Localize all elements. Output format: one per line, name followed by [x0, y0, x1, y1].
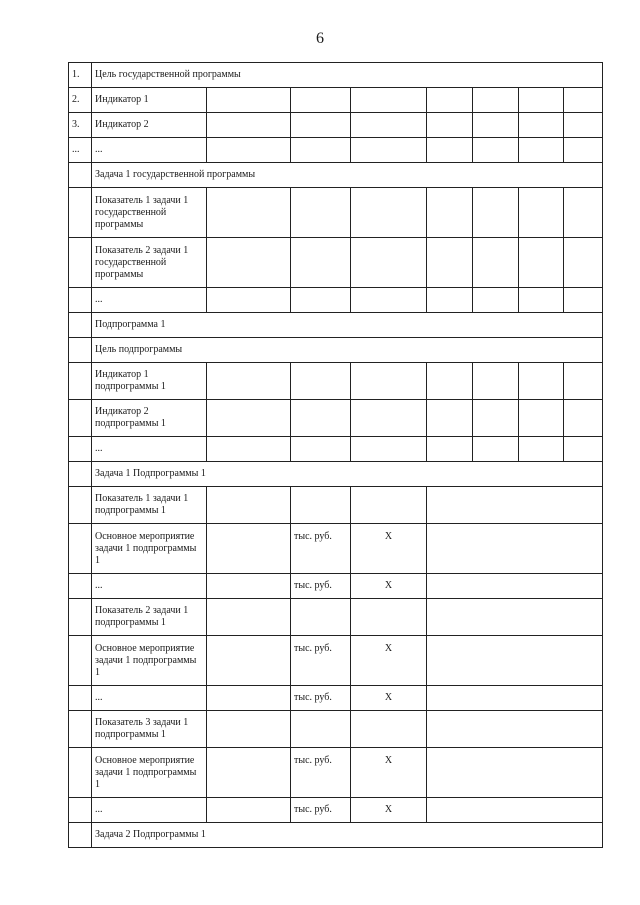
mark-cell	[351, 238, 427, 288]
indicator-name-cell: ...	[92, 288, 207, 313]
table-row	[69, 524, 603, 574]
unit-cell: тыс. руб.	[291, 748, 351, 798]
value-cell	[473, 113, 519, 138]
indicator-name-cell: ...	[92, 574, 207, 599]
table-row	[69, 574, 603, 599]
mark-cell	[351, 400, 427, 437]
mark-cell: X	[351, 524, 427, 574]
empty-cell	[207, 487, 291, 524]
row-number-cell	[69, 487, 92, 524]
indicator-name-cell: Показатель 1 задачи 1 государственной программы	[92, 188, 207, 238]
value-cell	[519, 188, 564, 238]
indicator-name-cell: Индикатор 2	[92, 113, 207, 138]
table-row	[69, 288, 603, 313]
value-cell	[427, 711, 603, 748]
indicator-name-cell: Индикатор 1 подпрограммы 1	[92, 363, 207, 400]
mark-cell: X	[351, 574, 427, 599]
mark-cell: X	[351, 636, 427, 686]
value-cell	[519, 238, 564, 288]
indicator-name-cell: Индикатор 1	[92, 88, 207, 113]
value-cell	[564, 113, 603, 138]
empty-cell	[207, 400, 291, 437]
table-row	[69, 338, 603, 363]
empty-cell	[207, 437, 291, 462]
value-cell	[427, 686, 603, 711]
row-number-cell	[69, 313, 92, 338]
value-cell	[564, 238, 603, 288]
empty-cell	[207, 188, 291, 238]
unit-cell	[291, 188, 351, 238]
row-number-cell	[69, 524, 92, 574]
value-cell	[427, 400, 473, 437]
value-cell	[427, 288, 473, 313]
value-cell	[564, 88, 603, 113]
value-cell	[427, 599, 603, 636]
table-row	[69, 163, 603, 188]
indicator-name-cell: Основное мероприятие задачи 1 подпрограммы 1	[92, 748, 207, 798]
row-number-cell	[69, 400, 92, 437]
table-row	[69, 63, 603, 88]
row-number-cell: 1.	[69, 63, 92, 88]
value-cell	[519, 88, 564, 113]
value-cell	[564, 288, 603, 313]
row-number-cell: ...	[69, 138, 92, 163]
value-cell	[564, 188, 603, 238]
table-row	[69, 138, 603, 163]
row-number-cell	[69, 823, 92, 848]
table-row	[69, 313, 603, 338]
unit-cell	[291, 711, 351, 748]
indicator-name-cell: Индикатор 2 подпрограммы 1	[92, 400, 207, 437]
row-number-cell	[69, 338, 92, 363]
unit-cell	[291, 487, 351, 524]
value-cell	[564, 400, 603, 437]
empty-cell	[207, 636, 291, 686]
empty-cell	[207, 363, 291, 400]
row-number-cell	[69, 188, 92, 238]
value-cell	[519, 363, 564, 400]
row-number-cell	[69, 462, 92, 487]
value-cell	[473, 400, 519, 437]
value-cell	[564, 437, 603, 462]
value-cell	[427, 138, 473, 163]
indicator-name-cell: ...	[92, 138, 207, 163]
table-row	[69, 437, 603, 462]
empty-cell	[207, 524, 291, 574]
mark-cell	[351, 88, 427, 113]
table-row	[69, 113, 603, 138]
indicator-name-cell: ...	[92, 798, 207, 823]
value-cell	[427, 748, 603, 798]
mark-cell: X	[351, 748, 427, 798]
row-number-cell	[69, 574, 92, 599]
unit-cell	[291, 113, 351, 138]
value-cell	[427, 188, 473, 238]
indicator-name-cell: Основное мероприятие задачи 1 подпрограммы 1	[92, 636, 207, 686]
row-number-cell	[69, 636, 92, 686]
page-number: 6	[316, 30, 324, 47]
table-row	[69, 238, 603, 288]
section-title-cell: Задача 2 Подпрограммы 1	[92, 823, 603, 848]
value-cell	[427, 487, 603, 524]
value-cell	[473, 437, 519, 462]
value-cell	[473, 138, 519, 163]
table-row	[69, 363, 603, 400]
value-cell	[473, 238, 519, 288]
value-cell	[427, 524, 603, 574]
value-cell	[564, 363, 603, 400]
indicator-name-cell: Показатель 2 задачи 1 подпрограммы 1	[92, 599, 207, 636]
value-cell	[519, 288, 564, 313]
unit-cell	[291, 238, 351, 288]
row-number-cell	[69, 437, 92, 462]
row-number-cell	[69, 238, 92, 288]
row-number-cell	[69, 798, 92, 823]
indicator-name-cell: Показатель 2 задачи 1 государственной программы	[92, 238, 207, 288]
row-number-cell	[69, 711, 92, 748]
row-number-cell: 3.	[69, 113, 92, 138]
table-row	[69, 636, 603, 686]
section-title-cell: Подпрограмма 1	[92, 313, 603, 338]
indicator-name-cell: Показатель 1 задачи 1 подпрограммы 1	[92, 487, 207, 524]
empty-cell	[207, 88, 291, 113]
value-cell	[519, 437, 564, 462]
value-cell	[473, 188, 519, 238]
table-row	[69, 487, 603, 524]
unit-cell: тыс. руб.	[291, 798, 351, 823]
mark-cell	[351, 599, 427, 636]
empty-cell	[207, 138, 291, 163]
row-number-cell	[69, 686, 92, 711]
mark-cell	[351, 437, 427, 462]
mark-cell	[351, 288, 427, 313]
unit-cell	[291, 138, 351, 163]
unit-cell	[291, 288, 351, 313]
unit-cell	[291, 88, 351, 113]
row-number-cell: 2.	[69, 88, 92, 113]
table-row	[69, 823, 603, 848]
value-cell	[473, 363, 519, 400]
empty-cell	[207, 599, 291, 636]
value-cell	[564, 138, 603, 163]
empty-cell	[207, 686, 291, 711]
mark-cell	[351, 363, 427, 400]
table-row	[69, 188, 603, 238]
indicator-name-cell: Показатель 3 задачи 1 подпрограммы 1	[92, 711, 207, 748]
table-row	[69, 748, 603, 798]
value-cell	[427, 363, 473, 400]
empty-cell	[207, 288, 291, 313]
unit-cell	[291, 400, 351, 437]
table-row	[69, 88, 603, 113]
value-cell	[473, 288, 519, 313]
empty-cell	[207, 748, 291, 798]
empty-cell	[207, 574, 291, 599]
value-cell	[427, 798, 603, 823]
mark-cell	[351, 711, 427, 748]
mark-cell: X	[351, 798, 427, 823]
row-number-cell	[69, 599, 92, 636]
table-row	[69, 686, 603, 711]
table-row	[69, 400, 603, 437]
value-cell	[427, 636, 603, 686]
row-number-cell	[69, 163, 92, 188]
mark-cell	[351, 487, 427, 524]
unit-cell: тыс. руб.	[291, 574, 351, 599]
section-title-cell: Задача 1 государственной программы	[92, 163, 603, 188]
unit-cell: тыс. руб.	[291, 636, 351, 686]
table-row	[69, 599, 603, 636]
unit-cell	[291, 437, 351, 462]
row-number-cell	[69, 363, 92, 400]
empty-cell	[207, 113, 291, 138]
value-cell	[427, 113, 473, 138]
mark-cell	[351, 138, 427, 163]
row-number-cell	[69, 748, 92, 798]
value-cell	[427, 88, 473, 113]
value-cell	[427, 238, 473, 288]
table-row	[69, 711, 603, 748]
value-cell	[427, 437, 473, 462]
mark-cell	[351, 188, 427, 238]
unit-cell	[291, 363, 351, 400]
indicator-name-cell: Основное мероприятие задачи 1 подпрограммы 1	[92, 524, 207, 574]
empty-cell	[207, 238, 291, 288]
mark-cell	[351, 113, 427, 138]
unit-cell: тыс. руб.	[291, 524, 351, 574]
indicator-name-cell: ...	[92, 437, 207, 462]
value-cell	[473, 88, 519, 113]
empty-cell	[207, 711, 291, 748]
program-indicators-table	[68, 62, 603, 848]
mark-cell: X	[351, 686, 427, 711]
table-row	[69, 462, 603, 487]
row-number-cell	[69, 288, 92, 313]
value-cell	[519, 138, 564, 163]
section-title-cell: Цель государственной программы	[92, 63, 603, 88]
value-cell	[427, 574, 603, 599]
section-title-cell: Задача 1 Подпрограммы 1	[92, 462, 603, 487]
unit-cell	[291, 599, 351, 636]
value-cell	[519, 400, 564, 437]
section-title-cell: Цель подпрограммы	[92, 338, 603, 363]
empty-cell	[207, 798, 291, 823]
table-row	[69, 798, 603, 823]
unit-cell: тыс. руб.	[291, 686, 351, 711]
indicator-name-cell: ...	[92, 686, 207, 711]
value-cell	[519, 113, 564, 138]
